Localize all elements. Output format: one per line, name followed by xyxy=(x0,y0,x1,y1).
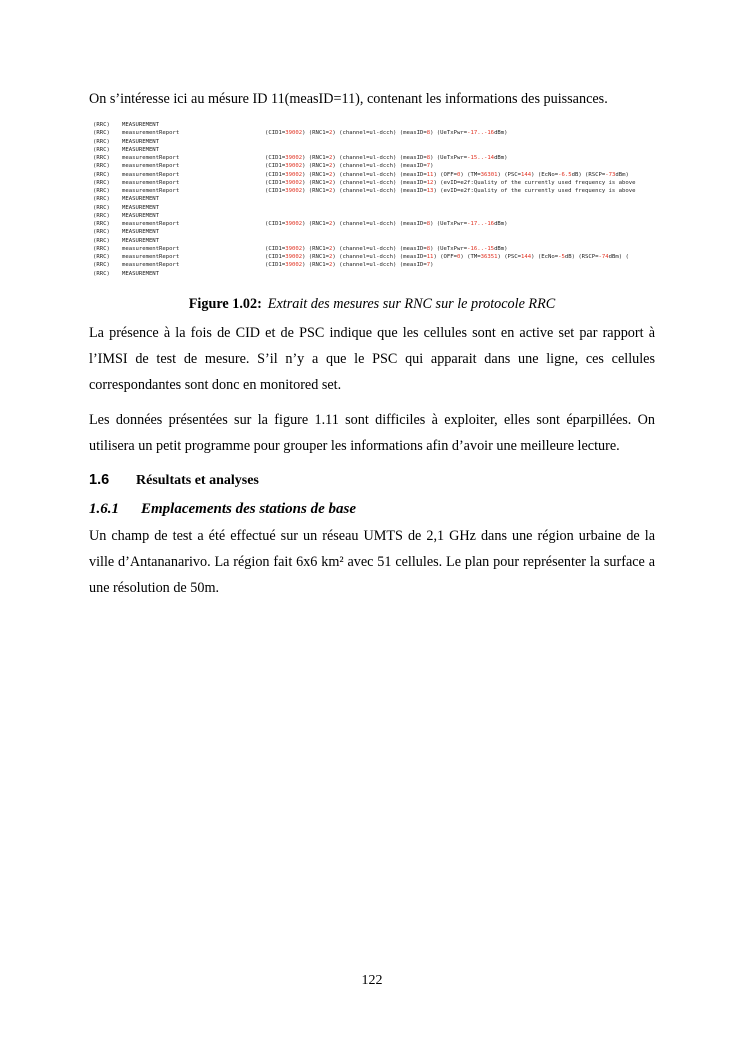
log-text: ) (OFF= xyxy=(433,171,458,178)
log-value: 2 xyxy=(329,221,333,227)
log-message: measurementReport xyxy=(122,188,180,194)
log-value: 2 xyxy=(329,262,333,269)
section-number: 1.6 xyxy=(89,472,110,488)
log-text: ) (RNC1= xyxy=(302,221,330,227)
log-value: 0 xyxy=(457,171,461,178)
log-row xyxy=(93,220,656,228)
log-text: (CID1= xyxy=(265,163,286,170)
log-value: -15..-14 xyxy=(467,155,495,161)
log-text: ) (RNC1= xyxy=(302,254,330,260)
log-text: (CID1= xyxy=(265,188,286,194)
log-value: 36301 xyxy=(480,171,498,178)
log-text: ) (channel=ul-dcch) (measID= xyxy=(332,245,427,252)
log-text: dB) (RSCP= xyxy=(564,254,599,260)
log-text: ) (RNC1= xyxy=(302,155,330,161)
rrc-log-excerpt xyxy=(93,121,656,281)
log-details xyxy=(265,171,629,179)
log-value: 39002 xyxy=(285,179,303,186)
log-message: MEASUREMENT xyxy=(122,237,160,244)
log-tag: (RRC) xyxy=(93,229,110,236)
log-value: 11 xyxy=(426,171,434,178)
log-text: (CID1= xyxy=(265,221,286,227)
log-text: dBm) xyxy=(494,245,508,252)
log-text: (CID1= xyxy=(265,179,286,186)
log-value: 2 xyxy=(329,254,333,260)
log-text: ) (PSC= xyxy=(497,171,522,178)
log-message: measurementReport xyxy=(122,155,180,161)
log-row xyxy=(93,146,656,154)
log-tag: (RRC) xyxy=(93,262,110,269)
figure-caption-text: Extrait des mesures sur RNC sur le protocole RRC xyxy=(267,296,556,312)
log-text: ) (RNC1= xyxy=(302,245,330,252)
log-tag: (RRC) xyxy=(93,221,110,227)
log-value: 7 xyxy=(426,163,431,170)
section-heading xyxy=(89,472,259,489)
log-text: ) (TM= xyxy=(460,254,481,260)
log-tag: (RRC) xyxy=(93,237,110,244)
log-value: 11 xyxy=(426,254,434,260)
log-details xyxy=(265,220,508,228)
log-text: ) (RNC1= xyxy=(302,262,330,269)
log-text: ) (RNC1= xyxy=(302,188,330,194)
log-details xyxy=(265,162,433,170)
log-text: ) (evID=e2f:Quality of the currently used frequency is above xyxy=(433,188,636,194)
log-message: measurementReport xyxy=(122,163,180,170)
log-text: ) (channel=ul-dcch) (measID= xyxy=(332,221,427,227)
log-value: -74 xyxy=(598,254,609,260)
section-title: Résultats et analyses xyxy=(136,473,259,488)
log-text: ) xyxy=(430,163,434,170)
log-text: (CID1= xyxy=(265,155,286,161)
log-tag: (RRC) xyxy=(93,146,110,153)
log-text: ) (EcNo= xyxy=(531,171,559,178)
log-text: ) xyxy=(430,262,434,269)
log-text: dBm) xyxy=(494,155,508,161)
log-row xyxy=(93,187,656,195)
log-row xyxy=(93,228,656,236)
log-text: ) (UeTxPwr= xyxy=(430,221,468,227)
log-message: measurementReport xyxy=(122,254,180,260)
log-text: ) (channel=ul-dcch) (measID= xyxy=(332,171,427,178)
log-text: ) (channel=ul-dcch) (measID= xyxy=(332,254,427,260)
log-text: dBm) xyxy=(494,130,508,137)
log-value: -17..-16 xyxy=(467,221,495,227)
log-value: 39002 xyxy=(285,155,303,161)
log-text: ) (channel=ul-dcch) (measID= xyxy=(332,163,427,170)
log-text: (CID1= xyxy=(265,245,286,252)
log-tag: (RRC) xyxy=(93,155,110,161)
log-row xyxy=(93,270,656,278)
log-details xyxy=(265,187,636,195)
subsection-title: Emplacements des stations de base xyxy=(141,501,356,517)
subsection-number: 1.6.1 xyxy=(89,501,119,517)
log-text: ) (TM= xyxy=(460,171,481,178)
log-row xyxy=(93,204,656,212)
log-value: 2 xyxy=(329,130,333,137)
log-text: ) (channel=ul-dcch) (measID= xyxy=(332,188,427,194)
log-text: ) (EcNo= xyxy=(531,254,559,260)
log-value: 8 xyxy=(426,245,431,252)
log-tag: (RRC) xyxy=(93,138,110,145)
log-value: -5 xyxy=(558,254,565,260)
log-text: ) (channel=ul-dcch) (measID= xyxy=(332,130,427,137)
log-text: dBm) ( xyxy=(608,254,629,260)
log-tag: (RRC) xyxy=(93,254,110,260)
log-value: -73 xyxy=(605,171,616,178)
log-value: 2 xyxy=(329,155,333,161)
log-value: 39002 xyxy=(285,245,303,252)
log-value: 2 xyxy=(329,171,333,178)
log-row xyxy=(93,245,656,253)
log-text: ) (channel=ul-dcch) (measID= xyxy=(332,179,427,186)
log-value: 39002 xyxy=(285,188,303,194)
log-tag: (RRC) xyxy=(93,270,110,277)
log-text: (CID1= xyxy=(265,262,286,269)
log-message: MEASUREMENT xyxy=(122,229,160,236)
log-text: dBm) xyxy=(615,171,629,178)
log-value: 39002 xyxy=(285,254,303,260)
log-row xyxy=(93,171,656,179)
paragraph-data-scattered: Les données présentées sur la figure 1.11 sont difficiles à exploiter, elles sont éparpillées. On utilisera un petit programme pour grouper les informations afin d’avoir une meilleure lecture. xyxy=(89,412,655,454)
log-tag: (RRC) xyxy=(93,212,110,219)
log-details xyxy=(265,253,629,261)
log-text: ) (channel=ul-dcch) (measID= xyxy=(332,155,427,161)
log-row xyxy=(93,138,656,146)
log-row xyxy=(93,261,656,269)
log-value: 2 xyxy=(329,163,333,170)
paragraph-test-field: Un champ de test a été effectué sur un réseau UMTS de 2,1 GHz dans une région urbaine de la ville d’Antananarivo. La région fait 6x6 km² avec 51 cellules. Le plan pour représenter la surface a une résolution de 50m. xyxy=(89,528,655,596)
subsection-heading xyxy=(89,501,356,518)
log-message: MEASUREMENT xyxy=(122,204,160,211)
log-value: 12 xyxy=(426,179,434,186)
log-message: MEASUREMENT xyxy=(122,138,160,145)
log-text: (CID1= xyxy=(265,130,286,137)
log-value: 8 xyxy=(426,155,431,161)
log-message: MEASUREMENT xyxy=(122,146,160,153)
page-number: 122 xyxy=(361,973,383,988)
log-message: measurementReport xyxy=(122,262,180,269)
log-text: ) (RNC1= xyxy=(302,179,330,186)
log-text: ) (UeTxPwr= xyxy=(430,245,468,252)
log-message: measurementReport xyxy=(122,179,180,186)
log-value: -17..-16 xyxy=(467,130,495,137)
log-value: 144 xyxy=(521,254,532,260)
log-value: -6.5 xyxy=(558,171,572,178)
log-details xyxy=(265,154,508,162)
log-value: -16..-15 xyxy=(467,245,495,252)
log-text: dB) (RSCP= xyxy=(571,171,606,178)
log-text: ) (OFF= xyxy=(433,254,458,260)
log-text: ) (RNC1= xyxy=(302,130,330,137)
log-tag: (RRC) xyxy=(93,196,110,203)
log-value: 39002 xyxy=(285,171,303,178)
log-message: MEASUREMENT xyxy=(122,212,160,219)
log-value: 7 xyxy=(426,262,431,269)
log-details xyxy=(265,129,508,137)
log-row xyxy=(93,212,656,220)
log-message: measurementReport xyxy=(122,171,180,178)
log-row xyxy=(93,179,656,187)
log-value: 2 xyxy=(329,179,333,186)
log-message: measurementReport xyxy=(122,221,180,227)
log-message: measurementReport xyxy=(122,245,180,252)
log-row xyxy=(93,154,656,162)
log-text: (CID1= xyxy=(265,254,286,260)
log-text: (CID1= xyxy=(265,171,286,178)
log-tag: (RRC) xyxy=(93,171,110,178)
log-row xyxy=(93,237,656,245)
log-message: MEASUREMENT xyxy=(122,196,160,203)
log-text: ) (UeTxPwr= xyxy=(430,130,468,137)
log-details xyxy=(265,179,636,187)
log-details xyxy=(265,245,508,253)
log-value: 8 xyxy=(426,221,431,227)
log-details xyxy=(265,261,433,269)
log-value: 39002 xyxy=(285,221,303,227)
log-tag: (RRC) xyxy=(93,179,110,186)
log-row xyxy=(93,129,656,137)
log-tag: (RRC) xyxy=(93,130,110,137)
log-tag: (RRC) xyxy=(93,245,110,252)
log-value: 2 xyxy=(329,245,333,252)
log-value: 39002 xyxy=(285,262,303,269)
figure-caption xyxy=(89,296,655,313)
log-value: 13 xyxy=(426,188,434,194)
log-text: ) (channel=ul-dcch) (measID= xyxy=(332,262,427,269)
log-tag: (RRC) xyxy=(93,188,110,194)
log-value: 8 xyxy=(426,130,431,137)
log-tag: (RRC) xyxy=(93,163,110,170)
log-text: dBm) xyxy=(494,221,508,227)
figure-label: Figure 1.02: xyxy=(188,296,262,312)
log-message: MEASUREMENT xyxy=(122,122,160,128)
log-text: ) (UeTxPwr= xyxy=(430,155,468,161)
log-tag: (RRC) xyxy=(93,204,110,211)
log-text: ) (RNC1= xyxy=(302,163,330,170)
log-value: 2 xyxy=(329,188,333,194)
log-value: 144 xyxy=(521,171,532,178)
paragraph-active-set: La présence à la fois de CID et de PSC indique que les cellules sont en active set par rapport à l’IMSI de test de mesure. S’il n’y a que le PSC qui apparait dans une ligne, ces cellules correspondantes sont donc en monitored set. xyxy=(89,325,655,393)
log-value: 39002 xyxy=(285,163,303,170)
log-row xyxy=(93,253,656,261)
log-value: 39002 xyxy=(285,130,303,137)
intro-paragraph: On s’intéresse ici au mésure ID 11(measID=11), contenant les informations des puissances. xyxy=(89,91,608,107)
log-value: 0 xyxy=(457,254,461,260)
log-text: ) (evID=e2f:Quality of the currently used frequency is above xyxy=(433,179,636,186)
log-text: ) (RNC1= xyxy=(302,171,330,178)
log-text: ) (PSC= xyxy=(497,254,522,260)
log-tag: (RRC) xyxy=(93,122,110,128)
log-row xyxy=(93,121,656,129)
log-message: measurementReport xyxy=(122,130,180,137)
log-row xyxy=(93,162,656,170)
log-message: MEASUREMENT xyxy=(122,270,160,277)
log-value: 36351 xyxy=(480,254,498,260)
log-row xyxy=(93,195,656,203)
